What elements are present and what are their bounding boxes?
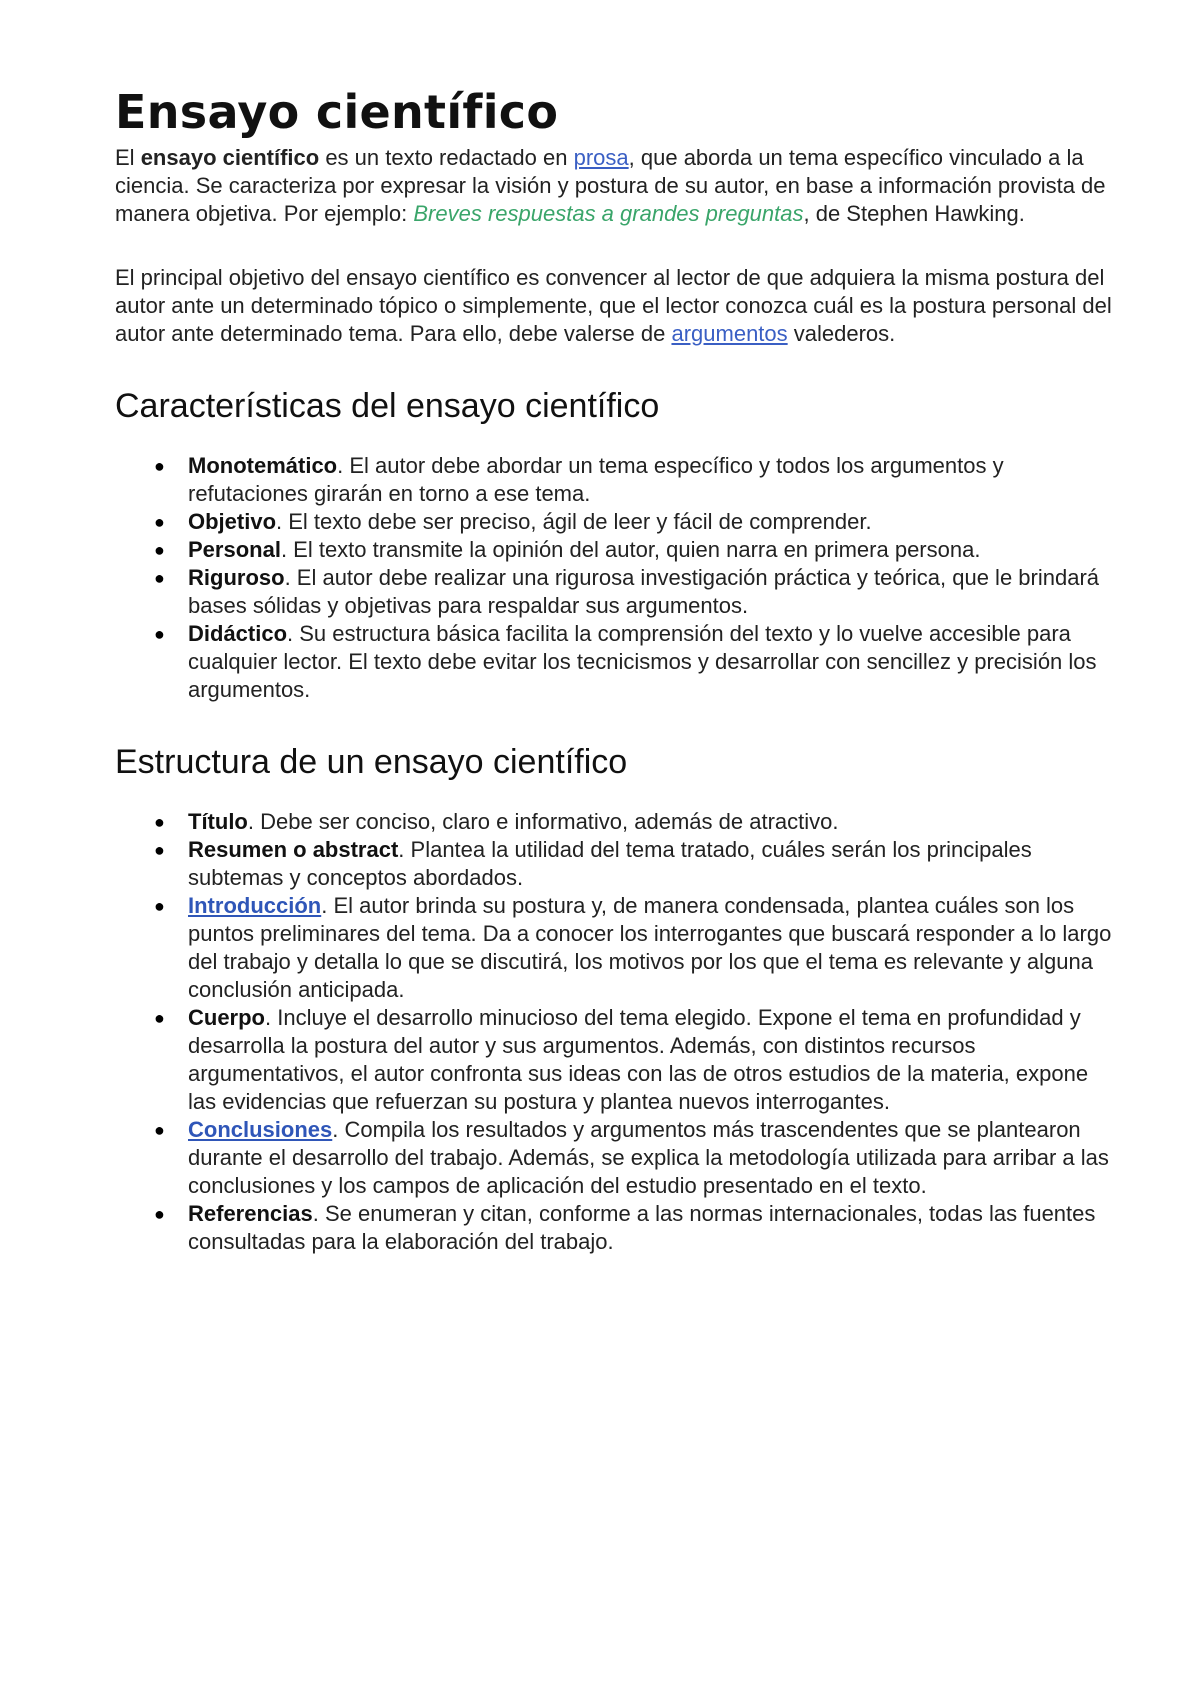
- intro-paragraph-2: [115, 264, 1120, 348]
- item-text: . Plantea la utilidad del tema tratado, cuáles serán los principales subtemas y conceptos abordados.: [188, 837, 1032, 890]
- item-term: Personal: [188, 537, 281, 562]
- book-title: Breves respuestas a grandes preguntas: [413, 201, 804, 226]
- list-item: [154, 836, 1120, 892]
- item-text: . El autor brinda su postura y, de manera condensada, plantea cuáles son los puntos preliminares del tema. Da a conocer los interrogantes que buscará responder a lo largo del trabajo y detalla lo que se discutirá, los motivos por los que el tema es relevante y alguna conclusión anticipada.: [188, 893, 1112, 1002]
- item-text: . Incluye el desarrollo minucioso del tema elegido. Expone el tema en profundidad y desarrolla la postura del autor y sus argumentos. Además, con distintos recursos argumentativos, el autor confronta sus ideas con las de otros estudios de la materia, expone las evidencias que refuerzan su postura y plantea nuevos interrogantes.: [188, 1005, 1089, 1114]
- item-term: Título: [188, 809, 248, 834]
- list-item: [154, 620, 1120, 704]
- bullet-icon: ●: [154, 512, 165, 532]
- item-text: . Compila los resultados y argumentos más trascendentes que se plantearon durante el desarrollo del trabajo. Además, se explica la metodología utilizada para arribar a las conclusiones y los campos de aplicación del estudio presentado en el texto.: [188, 1117, 1109, 1198]
- bullet-icon: ●: [154, 896, 165, 916]
- bullet-icon: ●: [154, 624, 165, 644]
- item-text: . Debe ser conciso, claro e informativo, además de atractivo.: [247, 809, 839, 834]
- bullet-icon: ●: [154, 1008, 165, 1028]
- bullet-icon: ●: [154, 1120, 165, 1140]
- list-item: [154, 564, 1120, 620]
- bullet-icon: ●: [154, 568, 165, 588]
- item-term: Resumen o abstract: [188, 837, 399, 862]
- characteristics-heading: Características del ensayo científico: [115, 387, 660, 425]
- item-text: . Su estructura básica facilita la comprensión del texto y lo vuelve accesible para cualquier lector. El texto debe evitar los tecnicismos y desarrollar con sencillez y precisión los argumentos.: [188, 621, 1097, 702]
- text-run: valederos.: [787, 321, 896, 346]
- characteristics-list: [115, 452, 1120, 704]
- text-run: El: [115, 145, 141, 170]
- conclusiones-link[interactable]: Conclusiones: [188, 1117, 333, 1142]
- item-term: Cuerpo: [188, 1005, 265, 1030]
- list-item: [154, 508, 1120, 536]
- bold-term: ensayo científico: [140, 145, 320, 170]
- item-term: Didáctico: [188, 621, 288, 646]
- list-item: [154, 892, 1120, 1004]
- list-item: [154, 1116, 1120, 1200]
- intro-paragraph-1: [115, 144, 1120, 228]
- item-text: . El autor debe abordar un tema específico y todos los argumentos y refutaciones girarán en torno a ese tema.: [188, 453, 1004, 506]
- bullet-icon: ●: [154, 812, 165, 832]
- item-text: . El texto transmite la opinión del autor, quien narra en primera persona.: [280, 537, 981, 562]
- text-run: es un texto redactado en: [319, 145, 574, 170]
- item-term: Referencias: [188, 1201, 313, 1226]
- item-term: Riguroso: [188, 565, 285, 590]
- list-item: [154, 1004, 1120, 1116]
- bullet-icon: ●: [154, 540, 165, 560]
- item-term: Monotemático: [188, 453, 338, 478]
- item-text: . El autor debe realizar una rigurosa investigación práctica y teórica, que le brindará bases sólidas y objetivas para respaldar sus argumentos.: [188, 565, 1100, 618]
- item-term: Objetivo: [188, 509, 277, 534]
- bullet-icon: ●: [154, 1204, 165, 1224]
- text-run: , de Stephen Hawking.: [803, 201, 1025, 226]
- item-text: . El texto debe ser preciso, ágil de leer y fácil de comprender.: [276, 509, 872, 534]
- introduccion-link[interactable]: Introducción: [188, 893, 322, 918]
- list-item: [154, 808, 1120, 836]
- list-item: [154, 452, 1120, 508]
- structure-list: [115, 808, 1120, 1256]
- argumentos-link[interactable]: argumentos: [671, 321, 788, 346]
- bullet-icon: ●: [154, 840, 165, 860]
- bullet-icon: ●: [154, 456, 165, 476]
- text-run: El principal objetivo del ensayo científico es convencer al lector de que adquiera la misma postura del autor ante un determinado tópico o simplemente, que el lector conozca cuál es la postura personal del autor ante determinado tema. Para ello, debe valerse de: [115, 265, 1112, 346]
- page-title: Ensayo científico: [115, 85, 559, 139]
- structure-heading: Estructura de un ensayo científico: [115, 743, 628, 781]
- text-run: , que aborda un tema específico vinculado a la ciencia. Se caracteriza por expresar la visión y postura de su autor, en base a información provista de manera objetiva. Por ejemplo:: [115, 145, 1106, 226]
- prosa-link[interactable]: prosa: [573, 145, 629, 170]
- list-item: [154, 536, 1120, 564]
- list-item: [154, 1200, 1120, 1256]
- item-text: . Se enumeran y citan, conforme a las normas internacionales, todas las fuentes consultadas para la elaboración del trabajo.: [188, 1201, 1096, 1254]
